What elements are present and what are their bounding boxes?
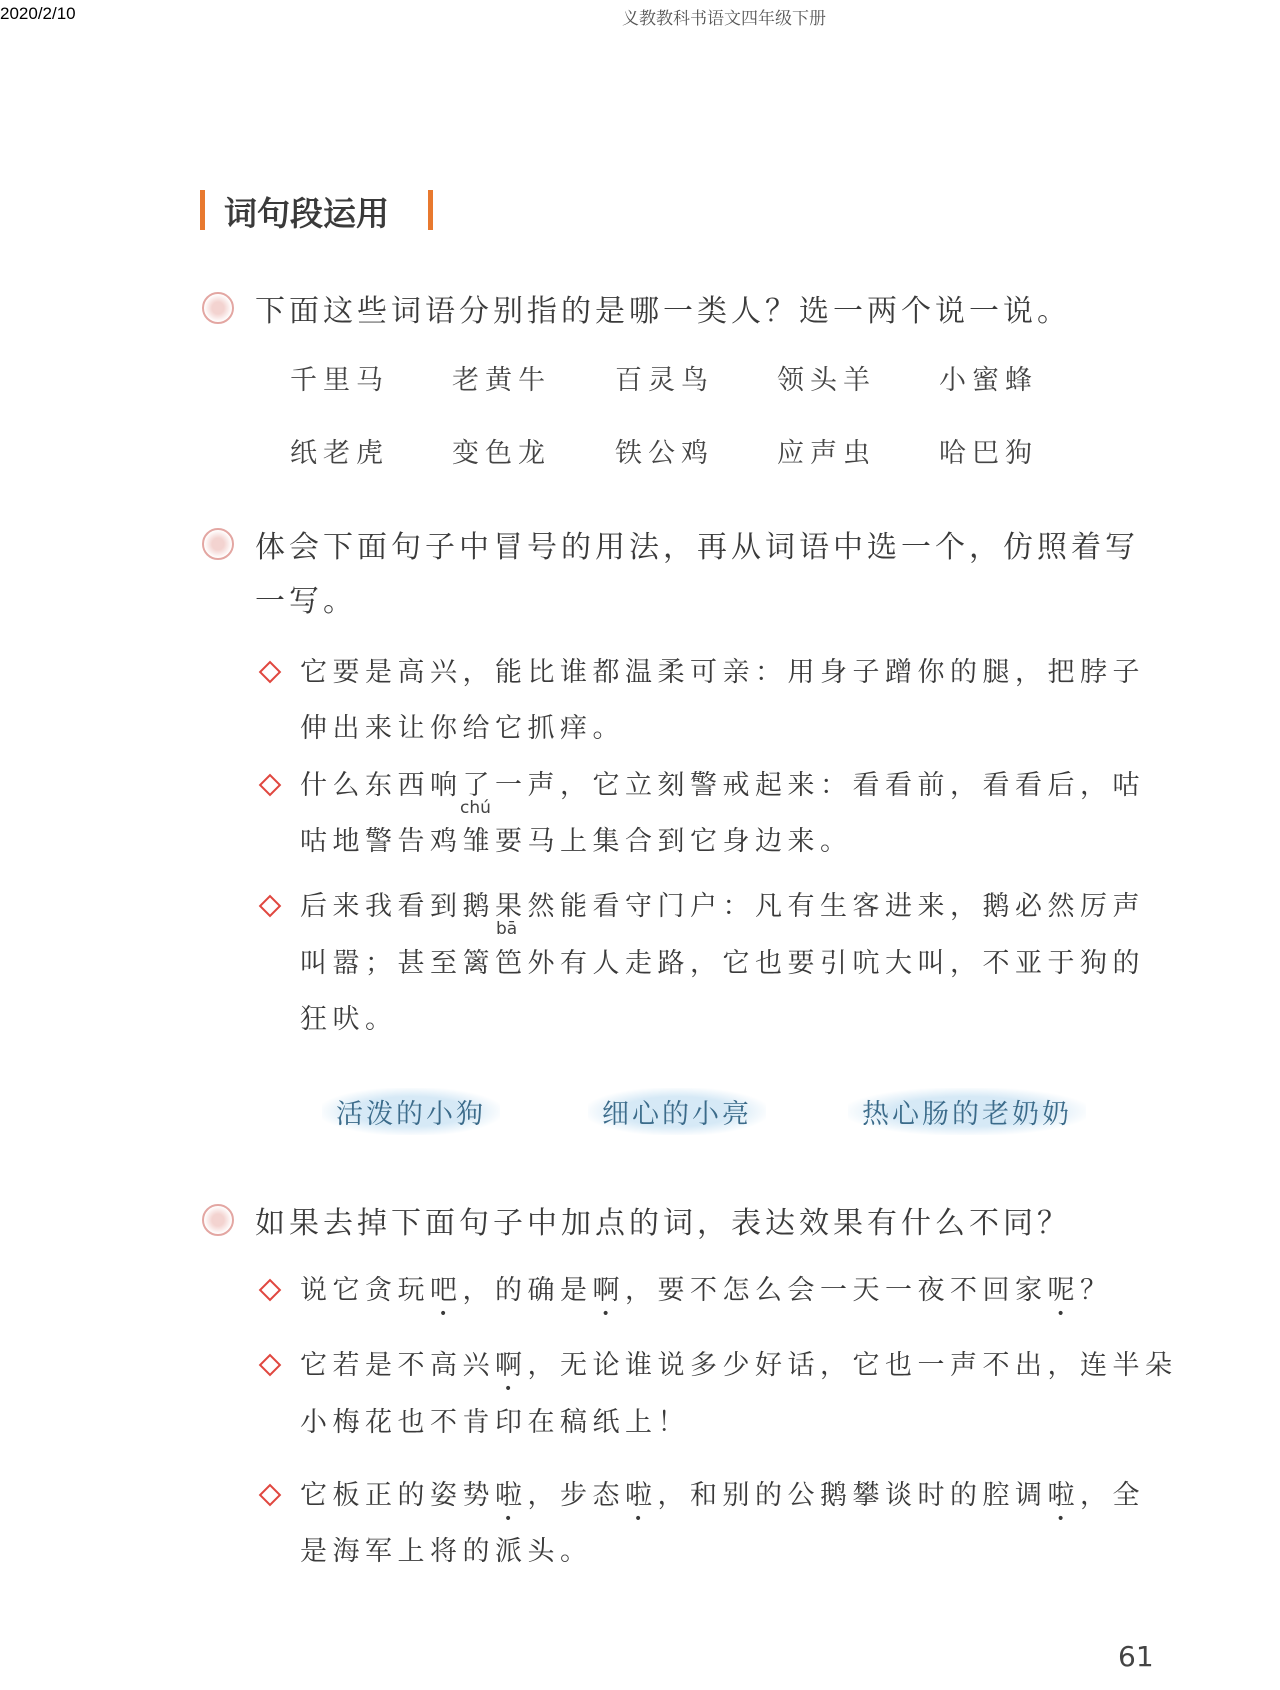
word-item: 哈巴狗 xyxy=(939,438,1038,469)
text-segment: 说它贪玩 xyxy=(300,1275,430,1306)
bullet-diamond-icon xyxy=(259,1354,282,1377)
text-segment: ，步态 xyxy=(527,1480,625,1511)
print-date: 2020/2/10 xyxy=(0,4,76,23)
bullet-diamond-icon xyxy=(259,1484,282,1507)
section-heading: 词句段运用 xyxy=(224,194,389,233)
sentence-line xyxy=(300,1473,1145,1527)
word-item: 领头羊 xyxy=(777,365,876,396)
word-chip: 细心的小亮 xyxy=(588,1088,766,1135)
sentence-line xyxy=(300,763,1145,802)
text-segment: ？ xyxy=(1080,1275,1113,1306)
dotted-word: 啦 xyxy=(1047,1480,1080,1511)
word-chip: 活泼的小狗 xyxy=(322,1088,500,1135)
text-segment: 咕地警告鸡雏要马上集合到它身边来。 xyxy=(300,826,853,857)
text-segment: 狂吠。 xyxy=(300,1004,398,1035)
word-item: 应声虫 xyxy=(777,438,876,469)
word-item: 变色龙 xyxy=(452,438,551,469)
sentence-line xyxy=(300,650,1145,689)
heading-bar-left xyxy=(200,190,205,230)
text-segment: 后来我看到鹅果然能看守门户：凡有生客进来，鹅必然厉声 xyxy=(300,891,1145,922)
sentence-line xyxy=(300,706,625,745)
dotted-word: 啦 xyxy=(495,1480,528,1511)
word-item: 老黄牛 xyxy=(452,365,551,396)
question-seal-icon xyxy=(202,292,234,324)
heading-bar-right xyxy=(428,190,433,230)
word-item: 铁公鸡 xyxy=(615,438,714,469)
document-title: 义教教科书语文四年级下册 xyxy=(622,9,826,28)
question-seal-icon xyxy=(202,528,234,560)
text-segment: ，全 xyxy=(1080,1480,1145,1511)
text-segment: ，要不怎么会一天一夜不回家 xyxy=(625,1275,1048,1306)
page-number: 61 xyxy=(1118,1640,1154,1673)
question-3: 如果去掉下面句子中加点的词，表达效果有什么不同？ xyxy=(255,1206,1071,1241)
text-segment: 它要是高兴，能比谁都温柔可亲：用身子蹭你的腿，把脖子 xyxy=(300,657,1145,688)
bullet-diamond-icon xyxy=(259,774,282,797)
text-segment: 小梅花也不肯印在稿纸上！ xyxy=(300,1407,690,1438)
dotted-word: 呢 xyxy=(1047,1275,1080,1306)
text-segment: 它若是不高兴 xyxy=(300,1350,495,1381)
sentence-line xyxy=(300,997,398,1036)
bullet-diamond-icon xyxy=(259,661,282,684)
word-chip: 热心肠的老奶奶 xyxy=(848,1088,1086,1135)
word-item: 纸老虎 xyxy=(290,438,389,469)
word-item: 小蜜蜂 xyxy=(939,365,1038,396)
text-segment: ，无论谁说多少好话，它也一声不出，连半朵 xyxy=(527,1350,1178,1381)
question-1: 下面这些词语分别指的是哪一类人？选一两个说一说。 xyxy=(255,294,1071,329)
dotted-word: 啊 xyxy=(592,1275,625,1306)
sentence-line xyxy=(300,1268,1113,1322)
sentence-line xyxy=(300,884,1145,923)
text-segment: 什么东西响了一声，它立刻警戒起来：看看前，看看后，咕 xyxy=(300,770,1145,801)
text-segment: 叫嚣；甚至篱笆外有人走路，它也要引吭大叫，不亚于狗的 xyxy=(300,948,1145,979)
text-segment: ，和别的公鹅攀谈时的腔调 xyxy=(657,1480,1048,1511)
text-segment: 它板正的姿势 xyxy=(300,1480,495,1511)
text-segment: 是海军上将的派头。 xyxy=(300,1536,593,1567)
bullet-diamond-icon xyxy=(259,895,282,918)
word-item: 百灵鸟 xyxy=(615,365,714,396)
dotted-word: 吧 xyxy=(430,1275,463,1306)
sentence-line xyxy=(300,1529,593,1568)
question-seal-icon xyxy=(202,1204,234,1236)
dotted-word: 啊 xyxy=(495,1350,528,1381)
sentence-line xyxy=(300,819,853,858)
word-item: 千里马 xyxy=(290,365,389,396)
sentence-line xyxy=(300,941,1145,980)
text-segment: ，的确是 xyxy=(462,1275,593,1306)
question-2-line: 体会下面句子中冒号的用法，再从词语中选一个，仿照着写 xyxy=(255,530,1139,565)
question-2-line: 一写。 xyxy=(255,584,357,619)
sentence-line xyxy=(300,1343,1178,1397)
text-segment: 伸出来让你给它抓痒。 xyxy=(300,713,625,744)
pinyin-annotation: bā xyxy=(496,919,518,939)
pinyin-annotation: chú xyxy=(460,798,491,818)
sentence-line xyxy=(300,1400,690,1439)
bullet-diamond-icon xyxy=(259,1279,282,1302)
dotted-word: 啦 xyxy=(625,1480,658,1511)
